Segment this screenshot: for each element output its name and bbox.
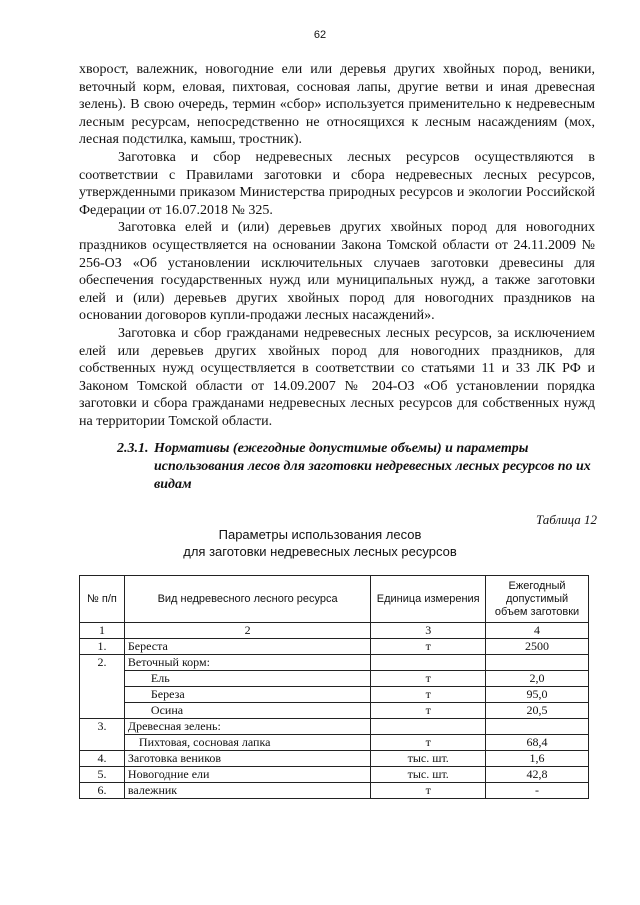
table-title bbox=[0, 526, 640, 560]
table-header-row bbox=[80, 576, 589, 623]
table-cell: 2500 bbox=[486, 639, 589, 655]
table-cell: Заготовка веников bbox=[124, 751, 370, 767]
table-cell: 42,8 bbox=[486, 767, 589, 783]
table-title-line: Параметры использования лесов bbox=[218, 527, 422, 542]
table-caption: Таблица 12 bbox=[535, 512, 597, 527]
header-volume: Ежегодный допустимый объем заготовки bbox=[486, 576, 589, 623]
page-number: 62 bbox=[313, 29, 327, 41]
table-row bbox=[80, 751, 589, 767]
table-cell: Береста bbox=[124, 639, 370, 655]
column-number-row bbox=[80, 623, 589, 639]
section-title: Нормативы (ежегодные допустимые объемы) и параметры использования лесов для заготовки недревесных лесных ресурсов по их видам bbox=[154, 441, 591, 492]
table-cell bbox=[80, 735, 125, 751]
paragraph: Заготовка и сбор недревесных лесных ресурсов осуществляются в соответствии с Правилами заготовки и сбора недревесных лесных ресурсов, утвержденными приказом Министерства природных ресурсов и экологии Российской Федерации от 16.07.2018 № 325. bbox=[79, 149, 595, 218]
table-cell: Веточный корм: bbox=[124, 655, 370, 671]
table-cell: 4 bbox=[486, 623, 589, 639]
table-cell: 1 bbox=[80, 623, 125, 639]
table-cell bbox=[371, 719, 486, 735]
table-cell bbox=[486, 655, 589, 671]
table-row bbox=[80, 767, 589, 783]
table-cell: т bbox=[371, 687, 486, 703]
table-cell: т bbox=[371, 639, 486, 655]
section-heading bbox=[117, 440, 597, 494]
table-cell: 3. bbox=[80, 719, 125, 735]
table-cell: Новогодние ели bbox=[124, 767, 370, 783]
table-cell: валежник bbox=[124, 783, 370, 799]
table-row bbox=[80, 671, 589, 687]
table-cell bbox=[80, 687, 125, 703]
table-cell: т bbox=[371, 703, 486, 719]
table-cell: тыс. шт. bbox=[371, 767, 486, 783]
table-cell: Береза bbox=[124, 687, 370, 703]
table-row bbox=[80, 687, 589, 703]
table-cell: 95,0 bbox=[486, 687, 589, 703]
header-num: № п/п bbox=[80, 576, 125, 623]
paragraph-continuation: хворост, валежник, новогодние ели или деревья других хвойных пород, веники, веточный корм, еловая, пихтовая, сосновая лапы, другие ветви и иная древесная зелень). В свою очередь, термин «сбор» используется применительно к недревесным лесным ресурсам, непосредственно не относящихся к лесным насаждениям (мох, лесная подстилка, камыш, тростник). bbox=[79, 62, 595, 148]
table-cell: 2. bbox=[80, 655, 125, 671]
table-cell: 6. bbox=[80, 783, 125, 799]
table-cell: 2,0 bbox=[486, 671, 589, 687]
table-cell bbox=[80, 703, 125, 719]
body-text bbox=[79, 61, 595, 430]
table-row bbox=[80, 719, 589, 735]
header-resource: Вид недревесного лесного ресурса bbox=[124, 576, 370, 623]
table-cell: т bbox=[371, 671, 486, 687]
table-cell: Пихтовая, сосновая лапка bbox=[124, 735, 370, 751]
table-cell: Древесная зелень: bbox=[124, 719, 370, 735]
table-cell: 1,6 bbox=[486, 751, 589, 767]
table-cell: 68,4 bbox=[486, 735, 589, 751]
table-cell bbox=[371, 655, 486, 671]
table-cell: 4. bbox=[80, 751, 125, 767]
table-cell: т bbox=[371, 735, 486, 751]
table-row bbox=[80, 703, 589, 719]
table-cell bbox=[80, 671, 125, 687]
table-cell: Осина bbox=[124, 703, 370, 719]
table-cell: тыс. шт. bbox=[371, 751, 486, 767]
table-cell: 5. bbox=[80, 767, 125, 783]
table-cell: - bbox=[486, 783, 589, 799]
section-number: 2.3.1. bbox=[117, 441, 149, 456]
table-row bbox=[80, 735, 589, 751]
table-cell: Ель bbox=[124, 671, 370, 687]
table-row bbox=[80, 655, 589, 671]
table-cell: 1. bbox=[80, 639, 125, 655]
table-cell bbox=[486, 719, 589, 735]
header-unit: Единица измерения bbox=[371, 576, 486, 623]
paragraph: Заготовка и сбор гражданами недревесных лесных ресурсов, за исключением елей или деревьев других хвойных пород для новогодних праздников, для собственных нужд осуществляется в соответствии со статьями 11 и 33 ЛК РФ и Законом Томской области от 14.09.2007 № 204-ОЗ «Об установлении порядка заготовки и сбора гражданами недревесных лесных ресурсов для собственных нужд на территории Томской области. bbox=[79, 325, 595, 429]
table-row bbox=[80, 783, 589, 799]
table-cell: т bbox=[371, 783, 486, 799]
table-cell: 20,5 bbox=[486, 703, 589, 719]
parameters-table bbox=[79, 575, 589, 799]
paragraph: Заготовка елей и (или) деревьев других хвойных пород для новогодних праздников осуществляется на основании Закона Томской области от 24.11.2009 № 256-ОЗ «Об установлении исключительных случаев заготовки древесины для обеспечения государственных нужд или муниципальных нужд, а также заготовки елей и (или) деревьев других хвойных пород для новогодних праздников на основании договоров купли-продажи лесных насаждений». bbox=[79, 220, 595, 324]
table-cell: 2 bbox=[124, 623, 370, 639]
table-title-line: для заготовки недревесных лесных ресурсов bbox=[183, 544, 457, 559]
table-row bbox=[80, 639, 589, 655]
table-cell: 3 bbox=[371, 623, 486, 639]
